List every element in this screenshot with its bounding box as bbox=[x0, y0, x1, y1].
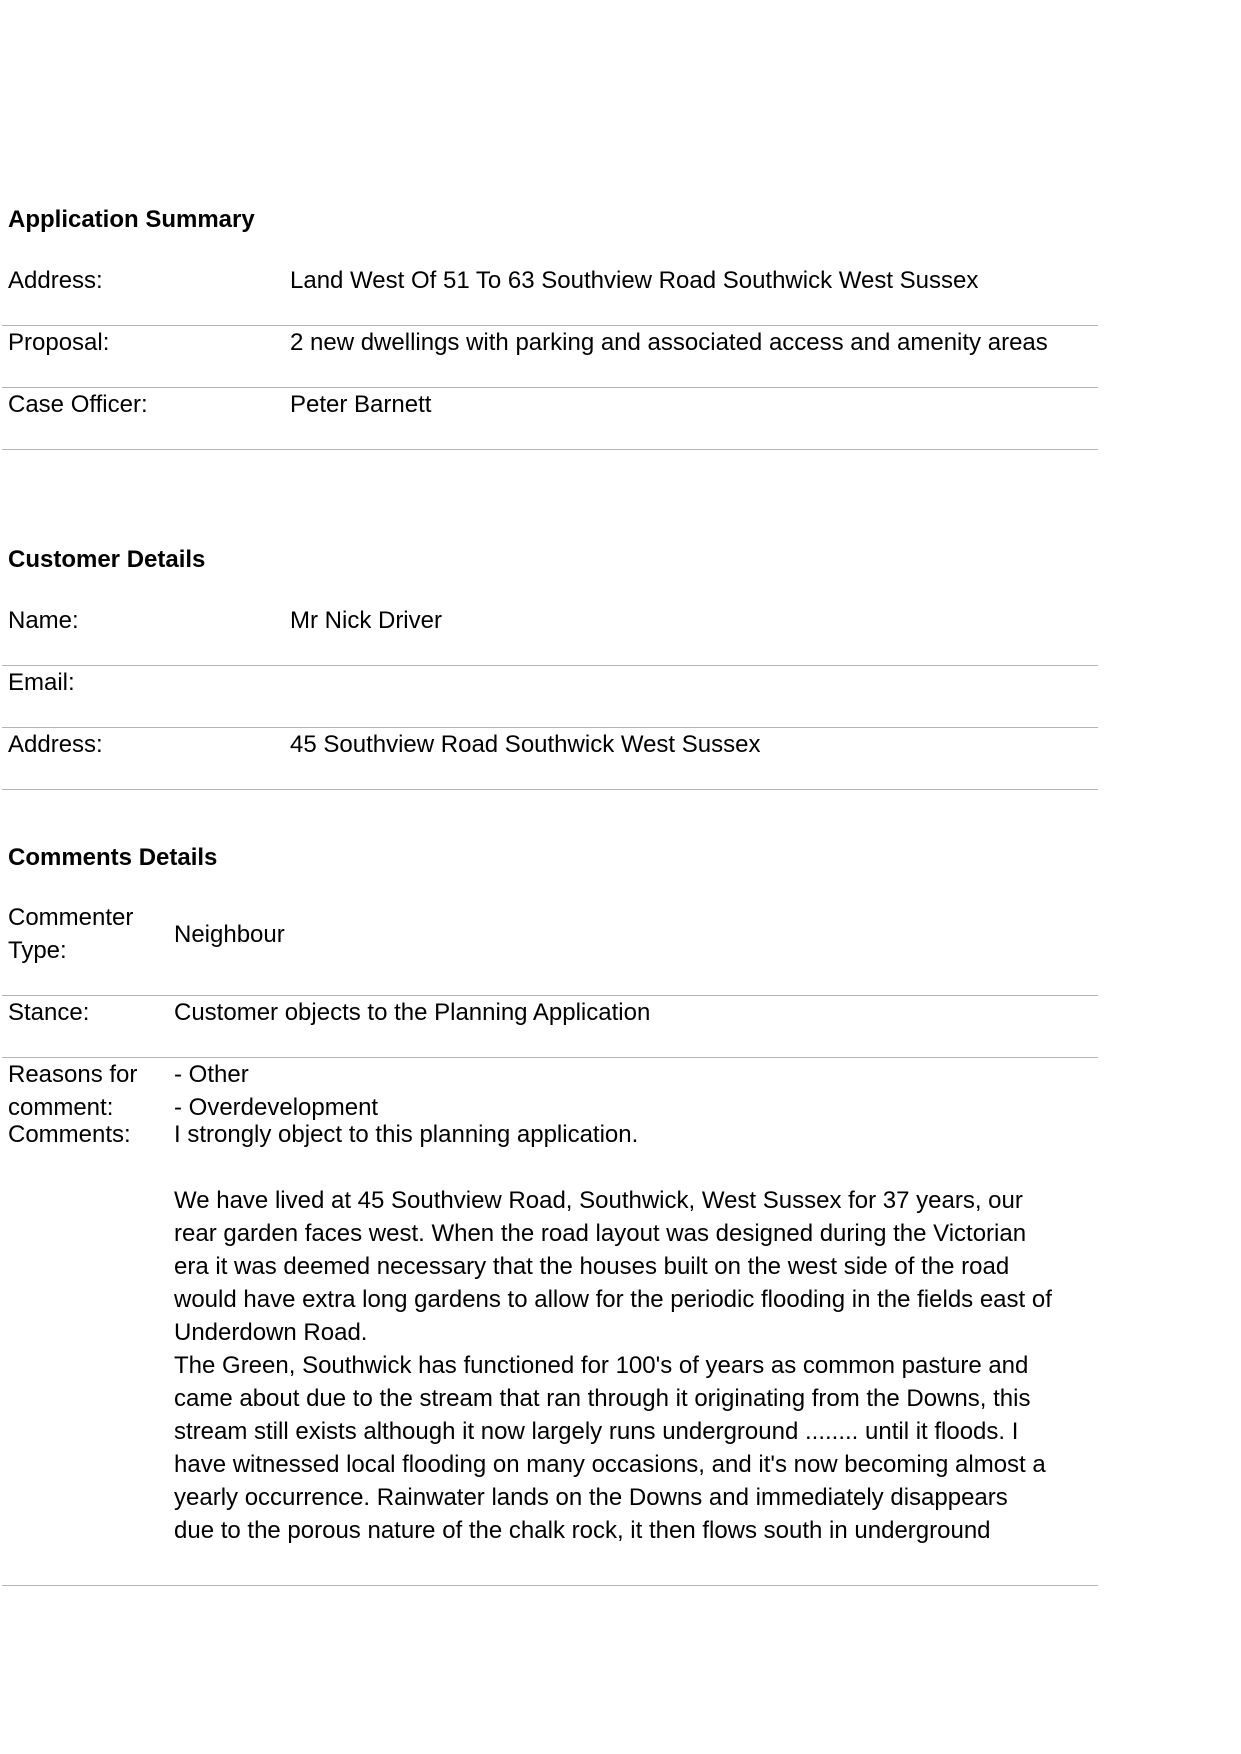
summary-address-row bbox=[2, 264, 1098, 326]
customer-name-value: Mr Nick Driver bbox=[290, 607, 442, 634]
comment-line: would have extra long gardens to allow for the periodic flooding in the fields east of bbox=[174, 1286, 1052, 1313]
reasons-label-line2: comment: bbox=[8, 1094, 114, 1121]
application-summary-heading: Application Summary bbox=[8, 206, 255, 233]
reason-item: - Overdevelopment bbox=[174, 1094, 379, 1121]
summary-address-label: Address: bbox=[8, 267, 103, 294]
reason-item: - Other bbox=[174, 1061, 249, 1088]
comment-line: era it was deemed necessary that the houses built on the west side of the road bbox=[174, 1253, 1010, 1280]
customer-address-value: 45 Southview Road Southwick West Sussex bbox=[290, 731, 761, 758]
customer-details-heading: Customer Details bbox=[8, 546, 206, 573]
customer-email-row bbox=[2, 666, 1098, 728]
customer-name-label: Name: bbox=[8, 607, 79, 634]
summary-case-officer-value: Peter Barnett bbox=[290, 391, 432, 418]
comments-details-heading: Comments Details bbox=[8, 844, 218, 871]
summary-case-officer-label: Case Officer: bbox=[8, 391, 148, 418]
summary-proposal-value: 2 new dwellings with parking and associated access and amenity areas bbox=[290, 329, 1048, 356]
customer-email-label: Email: bbox=[8, 669, 75, 696]
summary-case-officer-row bbox=[2, 388, 1098, 450]
comment-line: I strongly object to this planning application. bbox=[174, 1121, 639, 1148]
stance-value: Customer objects to the Planning Application bbox=[174, 999, 651, 1026]
customer-name-row bbox=[2, 604, 1098, 666]
summary-proposal-label: Proposal: bbox=[8, 329, 110, 356]
comments-label: Comments: bbox=[8, 1121, 131, 1148]
comment-line: rear garden faces west. When the road layout was designed during the Victorian bbox=[174, 1220, 1027, 1247]
comment-line: due to the porous nature of the chalk rock, it then flows south in underground bbox=[174, 1517, 991, 1544]
comments-row bbox=[2, 1118, 1098, 1586]
comment-line: The Green, Southwick has functioned for 100's of years as common pasture and bbox=[174, 1352, 1029, 1379]
summary-proposal-row bbox=[2, 326, 1098, 388]
comment-line: have witnessed local flooding on many occasions, and it's now becoming almost a bbox=[174, 1451, 1046, 1478]
customer-address-label: Address: bbox=[8, 731, 103, 758]
comment-line: yearly occurrence. Rainwater lands on the Downs and immediately disappears bbox=[174, 1484, 1008, 1511]
summary-address-value: Land West Of 51 To 63 Southview Road Southwick West Sussex bbox=[290, 267, 979, 294]
stance-label: Stance: bbox=[8, 999, 90, 1026]
comment-line: came about due to the stream that ran through it originating from the Downs, this bbox=[174, 1385, 1031, 1412]
commenter-type-label-line1: Commenter bbox=[8, 904, 134, 931]
reasons-values bbox=[174, 1058, 1098, 1124]
customer-address-row bbox=[2, 728, 1098, 790]
commenter-type-label bbox=[8, 901, 168, 967]
commenter-type-value: Neighbour bbox=[174, 921, 285, 948]
comment-line: We have lived at 45 Southview Road, Southwick, West Sussex for 37 years, our bbox=[174, 1187, 1023, 1214]
reasons-label-line1: Reasons for bbox=[8, 1061, 138, 1088]
stance-row bbox=[2, 996, 1098, 1058]
commenter-type-row bbox=[2, 901, 1098, 996]
reasons-label bbox=[8, 1058, 168, 1124]
comments-text bbox=[174, 1118, 1098, 1547]
commenter-type-label-line2: Type: bbox=[8, 937, 67, 964]
comment-line: Underdown Road. bbox=[174, 1319, 368, 1346]
comment-line: stream still exists although it now largely runs underground ........ until it floods. I bbox=[174, 1418, 1019, 1445]
